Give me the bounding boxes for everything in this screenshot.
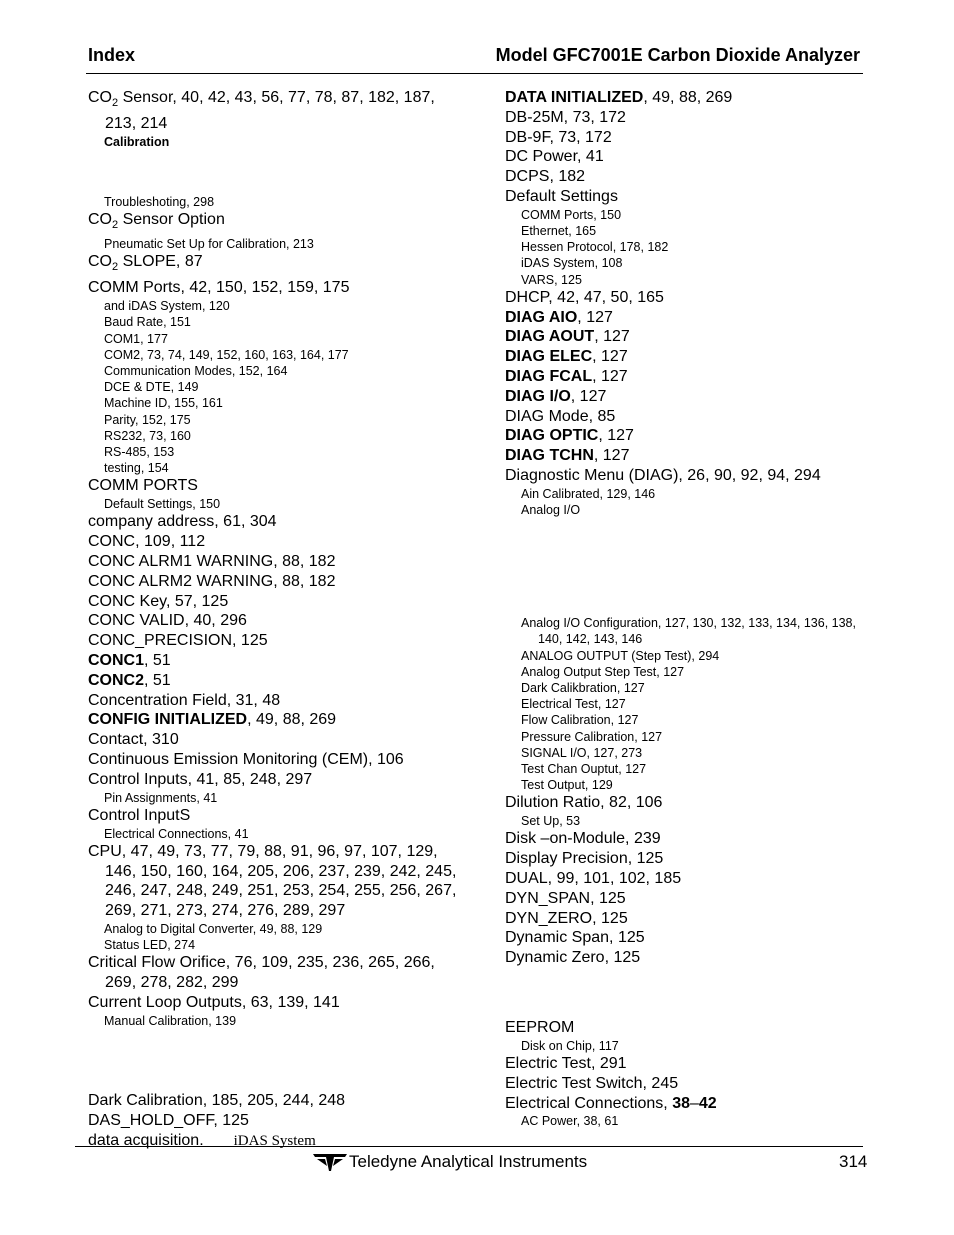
index-entry: $CO_2$ SLOPE, 87 (88, 253, 203, 274)
index-subentry: Communication Modes, 152, 164 (104, 363, 288, 378)
index-entry: CONC ALRM1 WARNING, 88, 182 (88, 552, 336, 570)
index-subentry: RS-485, 153 (104, 444, 175, 459)
index-subentry: Calibration (104, 134, 170, 149)
index-subentry: COM1, 177 (104, 331, 168, 346)
index-entry: Contact, 310 (88, 731, 179, 749)
index-entry: Electric Test, 291 (505, 1054, 627, 1072)
index-entry: DB-9F, 73, 172 (505, 128, 612, 146)
index-subentry: Dark Calikbration, 127 (521, 680, 645, 695)
index-entry: DYN_SPAN, 125 (505, 889, 626, 907)
index-subentry: Pneumatic Set Up for Calibration, 213 (104, 237, 314, 252)
header-section-title: Index (88, 45, 136, 65)
index-subentry: Ain Calibrated, 129, 146 (521, 486, 656, 501)
index-entry: DIAG I/O, 127 (505, 387, 607, 405)
index-entry: DB-25M, 73, 172 (505, 108, 626, 126)
index-subentry: Flow Calibration, 127 (521, 713, 639, 728)
index-entry: Concentration Field, 31, 48 (88, 691, 281, 709)
index-entry: Diagnostic Menu (DIAG), 26, 90, 92, 94, 294 (505, 466, 821, 484)
footer-company: Teledyne Analytical Instruments (349, 1152, 588, 1171)
index-entry: $CO_2$ Sensor, 40, 42, 43, 56, 77, 78, 87, 182, 187, 213, 214 (88, 89, 435, 132)
index-entry: $CO_2$ Sensor Option (88, 211, 225, 232)
index-entry: Disk –on-Module, 239 (505, 830, 661, 848)
index-entry: Dynamic Zero, 125 (505, 949, 641, 967)
index-entry: DHCP, 42, 47, 50, 165 (505, 288, 664, 306)
index-entry: CONC Key, 57, 125 (88, 592, 229, 610)
index-entry: CONC2, 51 (88, 671, 171, 689)
index-entry: Electric Test Switch, 245 (505, 1074, 679, 1092)
index-subentry: RS232, 73, 160 (104, 428, 191, 443)
index-entry: Display Precision, 125 (505, 850, 664, 868)
index-entry: CONC ALRM2 WARNING, 88, 182 (88, 572, 336, 590)
page-number: 314 (839, 1152, 868, 1171)
index-subentry: Electrical Test, 127 (521, 697, 626, 712)
index-subentry: Analog I/O Configuration, 127, 130, 132, 133, 134, 136, 138, 140, 142, 143, 146 (521, 616, 856, 647)
index-column-right (505, 88, 875, 1130)
index-entry: DIAG FCAL, 127 (505, 367, 628, 385)
index-subentry: Ethernet, 165 (521, 223, 597, 238)
index-entry: CONC_PRECISION, 125 (88, 632, 268, 650)
index-entry: Dynamic Span, 125 (505, 929, 645, 947)
index-entry: COMM Ports, 42, 150, 152, 159, 175 (88, 279, 350, 297)
index-subentry: Pressure Calibration, 127 (521, 729, 663, 744)
index-subentry: Manual Calibration, 139 (104, 1013, 237, 1028)
index-subentry: and iDAS System, 120 (104, 299, 230, 314)
index-subentry: COMM Ports, 150 (521, 207, 622, 222)
index-column-left (88, 88, 458, 1151)
index-entry: EEPROM (505, 1018, 575, 1036)
index-subentry: SIGNAL I/O, 127, 273 (521, 745, 643, 760)
index-subentry: Analog to Digital Converter, 49, 88, 129 (104, 921, 323, 936)
index-entry: Electrical Connections, 38–42 (505, 1094, 717, 1112)
index-entry: CONFIG INITIALIZED, 49, 88, 269 (88, 711, 337, 729)
index-entry: Critical Flow Orifice, 76, 109, 235, 236, 265, 266, 269, 278, 282, 299 (88, 954, 435, 992)
index-subentry: Set Up, 53 (521, 814, 581, 829)
index-entry: CONC, 109, 112 (88, 533, 206, 551)
index-subentry: Hessen Protocol, 178, 182 (521, 240, 669, 255)
index-subentry: Status LED, 274 (104, 938, 196, 953)
index-entry: CONC1, 51 (88, 651, 171, 669)
index-entry: Current Loop Outputs, 63, 139, 141 (88, 993, 340, 1011)
index-subentry: Default Settings, 150 (104, 497, 221, 512)
index-subentry: DCE & DTE, 149 (104, 380, 199, 395)
index-entry: DIAG TCHN, 127 (505, 447, 630, 465)
index-entry: DC Power, 41 (505, 148, 604, 166)
index-entry: DAS_HOLD_OFF, 125 (88, 1111, 249, 1129)
index-entry: DCPS, 182 (505, 168, 586, 186)
index-subentry: Troubleshoting, 298 (104, 194, 215, 209)
index-subentry: Analog Output Step Test, 127 (521, 664, 685, 679)
index-subentry: Pin Assignments, 41 (104, 790, 218, 805)
index-entry: DIAG AIO, 127 (505, 308, 613, 326)
index-entry: Dilution Ratio, 82, 106 (505, 794, 663, 812)
header-rule (86, 73, 863, 74)
index-entry: data acquisition. iDAS System (88, 1131, 316, 1149)
teledyne-logo-icon (312, 1151, 348, 1173)
index-subentry: Test Output, 129 (521, 778, 613, 793)
index-entry: DATA INITIALIZED, 49, 88, 269 (505, 89, 733, 106)
index-entry: Default Settings (505, 187, 618, 205)
index-entry: CONC VALID, 40, 296 (88, 612, 247, 630)
index-entry: Continuous Emission Monitoring (CEM), 106 (88, 750, 404, 768)
index-entry: DYN_ZERO, 125 (505, 909, 628, 927)
index-entry: CPU, 47, 49, 73, 77, 79, 88, 91, 96, 97, 107, 129, 146, 150, 160, 164, 205, 206, 237, 239, 242, 245, 246, 247, 248, 249, 251, 253, 254, 255, 256, 267, 269, 271, 273, 274, 276, 289, 297 (88, 842, 457, 920)
index-subentry: VARS, 125 (521, 272, 582, 287)
index-subentry: Analog I/O (521, 502, 581, 517)
index-entry: DUAL, 99, 101, 102, 185 (505, 870, 682, 887)
index-subentry: Machine ID, 155, 161 (104, 396, 223, 411)
index-entry: COMM PORTS (88, 477, 198, 495)
cross-reference: iDAS System (233, 1132, 316, 1149)
index-subentry: Baud Rate, 151 (104, 315, 191, 330)
index-entry: DIAG Mode, 85 (505, 407, 616, 425)
index-entry: DIAG ELEC, 127 (505, 348, 628, 366)
index-subentry: iDAS System, 108 (521, 256, 623, 271)
footer-rule (75, 1146, 863, 1147)
index-subentry: testing, 154 (104, 461, 169, 476)
index-entry: DIAG AOUT, 127 (505, 328, 630, 346)
index-subentry: Test Chan Ouptut, 127 (521, 762, 647, 776)
header-document-title: Model GFC7001E Carbon Dioxide Analyzer (495, 45, 860, 65)
index-subentry: COM2, 73, 74, 149, 152, 160, 163, 164, 177 (104, 347, 349, 362)
index-entry: Dark Calibration, 185, 205, 244, 248 (88, 1091, 346, 1109)
index-entry: company address, 61, 304 (88, 513, 277, 531)
index-subentry: Electrical Connections, 41 (104, 826, 249, 841)
index-subentry: Disk on Chip, 117 (521, 1038, 619, 1053)
index-entry: DIAG OPTIC, 127 (505, 427, 634, 445)
index-subentry: AC Power, 38, 61 (521, 1114, 619, 1129)
index-entry: Control InputS (88, 806, 191, 824)
index-subentry: ANALOG OUTPUT (Step Test), 294 (521, 648, 720, 663)
index-subentry: Parity, 152, 175 (104, 412, 191, 427)
index-entry: Control Inputs, 41, 85, 248, 297 (88, 770, 313, 788)
